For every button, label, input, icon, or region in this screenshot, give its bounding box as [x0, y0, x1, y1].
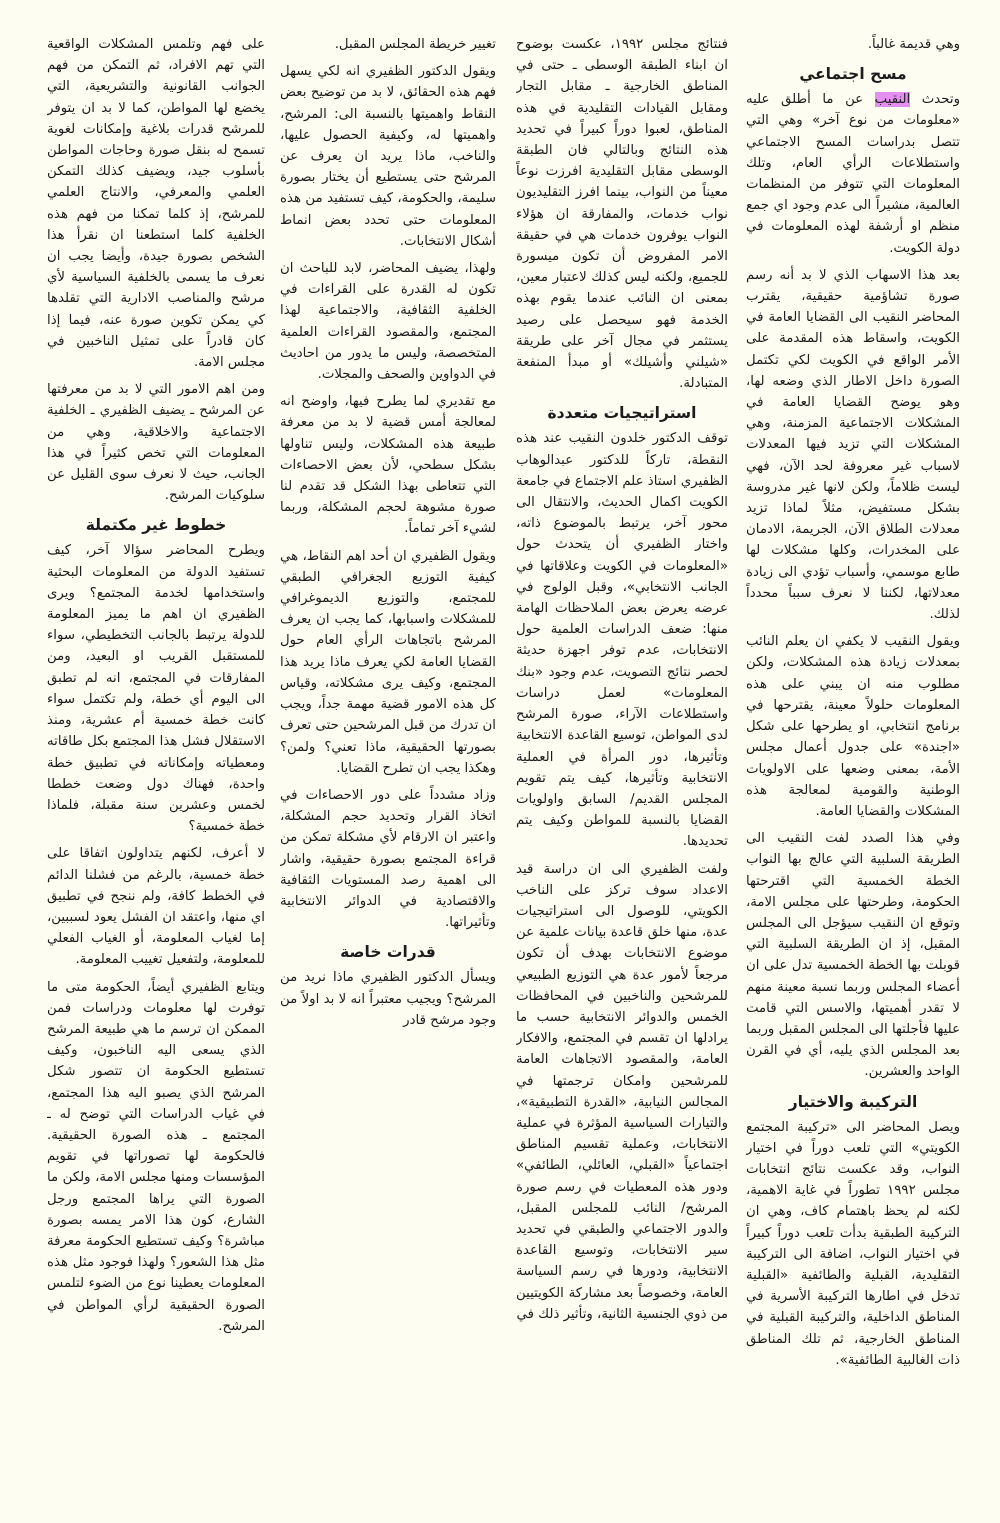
- paragraph: ويقول الدكتور الظفيري انه لكي يسهل فهم هذه الحقائق، لا بد من توضيح بعض النقاط واهميتها بالنسبة الى: المرشح، واهميتها له، وكيفية الحصول عليها، والناخب، ماذا يريد ان يعرف عن المرشح حتى يستطيع أن يختار بصورة سليمة، والحكومة، كيف تستفيد من هذه المعلومات حتى تحدد بعض انماط أشكال الانتخابات.: [280, 64, 496, 249]
- section-heading: استراتيجيات متعددة: [547, 404, 697, 423]
- paragraph: وزاد مشدداً على دور الاحصاءات في اتخاذ القرار وتحديد حجم المشكلة، واعتبر ان الارقام لأي مشكلة تمكن من قراءة المجتمع بصورة حقيقية، واشار الى اهمية رصد المستويات الثقافية والاقتصادية في الدوائر الانتخابية وتأثيراتها.: [280, 787, 496, 931]
- section-heading: قدرات خاصة: [340, 943, 436, 962]
- paragraph: وهي قديمة غالباً.: [867, 37, 960, 52]
- paragraph: وفي هذا الصدد لفت النقيب الى الطريقة السلبية التي عالج بها النواب الخطة الخمسية التي اقترحتها الحكومة، وطرحتها على مجلس الامة، وتوقع ان النقيب سيؤجل الى المجلس المقبل، إذ ان الطريقة السلبية التي قوبلت بها الخطة الخمسية تدل على ان أعضاء المجلس وربما نسبة معينة منهم لا تقدر أهميتها، والاسس التي قامت عليها فأجلتها الى المجلس المقبل وربما بعد المجلس الذي يليه، أي في القرن الواحد والعشرين.: [746, 831, 960, 1080]
- paragraph: ومن اهم الامور التي لا بد من معرفتها عن المرشح ـ يضيف الظفيري ـ الخلفية الاجتماعية والاخلاقية، وهي من المعلومات التي تخص كثيراً في هذا الجانب، حيث لا نعرف سوى القليل عن سلوكيات المرشح.: [47, 382, 265, 504]
- section-heading: خطوط غير مكتملة: [85, 516, 227, 535]
- article-column-1: [746, 34, 960, 1514]
- paragraph: مع تقديري لما يطرح فيها، واوضح انه لمعالجة أمس قضية لا بد من معرفة طبيعة هذه المشكلات، وليس تناولها بشكل سطحي، لأن بعض الاحصاءات التي تتعاطى بهذا الشكل قد تقدم لنا صورة مشوهة لحجم المشكلة، وربما لشيء آخر تماماً.: [280, 394, 496, 537]
- paragraph: ويسأل الدكتور الظفيري ماذا نريد من المرشح؟ ويجيب معتبراً انه لا بد اولاً من وجود مرشح قادر: [280, 970, 496, 1028]
- paragraph: فنتائج مجلس ١٩٩٢، عكست بوضوح ان ابناء الطبقة الوسطى ـ حتى في المناطق الخارجية ـ مقابل التجار ومقابل القيادات التقليدية في هذه المناطق، لعبوا دوراً كبيراً في تحديد هذه النتائج وبالتالي فان الطبقة الوسطى مقابل التقليدية افرزت نوعاً معيناً من النواب، بينما افرز التقليديون نواب خدمات، والمفارقة ان هؤلاء النواب يوفرون خدمات هي في حقيقة الامر المفروض أن تكون ميسورة للجميع، ولكنه ليس كذلك لاعتبار معين، بمعنى ان النائب عندما يقوم بهذه الخدمة فهو سيحصل على رصيد يستثمر في مجال آخر على طريقة «شيلني وأشيلك» أو مبدأ المنفعة المتبادلة.: [516, 37, 728, 392]
- paragraph: ويقول النقيب لا يكفي ان يعلم النائب بمعدلات زيادة هذه المشكلات، ولكن مطلوب منه ان يبني على هذه المعلومات حلولاً معينة، يقترحها في برنامج انتخابي، او يطرحها على شكل «اجندة» على جدول أعمال مجلس الأمة، بمعنى وضعها على الاولويات الوطنية والقومية لمعالجة هذه المشكلات والقضايا العامة.: [746, 634, 960, 819]
- paragraph: ويصل المحاضر الى «تركيبة المجتمع الكويتي» التي تلعب دوراً في اختيار النواب، وقد عكست نتائج انتخابات مجلس ١٩٩٢ تطوراً في غاية الاهمية، لكنه لم يحظ باهتمام كاف، وهي ان التركيبة الطبقية بدأت تلعب دوراً كبيراً في اختيار النواب، اضافة الى التركيبة التقليدية، القبلية والطائفية «القبلية تدخل في اطارها التركيبة الأسرية في المناطق الداخلية، والتركيبة القبلية في المناطق الخارجية، ثم تلك المناطق ذات الغالبية الطائفية».: [746, 1119, 960, 1368]
- paragraph: لا أعرف، لكنهم يتداولون اتفاقا على خطة خمسية، بالرغم من فشلنا الدائم في الخطط كافة، ولم ننجح في تطبيق اي منها، واعتقد ان الفشل يعود لسببين، إما لغياب المعلومة، أو الغياب الفعلي للمعلومة، ولتفعيل تغييب المعلومة.: [47, 846, 265, 968]
- article-column-2: [516, 34, 728, 1514]
- paragraph: [746, 89, 960, 259]
- paragraph: ويقول الظفيري ان أحد اهم النقاط، هي كيفية التوزيع الجغرافي الطبقي للمجتمع، والتوزيع الديموغرافي للمشكلات واسبابها، كما يجب ان يعرف المرشح باتجاهات الرأي العام حول القضايا العامة لكي يعرف ماذا يريد هذا المجتمع، وكيف يرى مشكلاته، وقياس كل هذه الامور قضية مهمة جداً، ويجب ان تدرك من قبل المرشحين حتى تعرف بصورتها الحقيقية، ماذا تعني؟ ولمن؟ وهكذا يجب ان تطرح القضايا.: [280, 548, 496, 776]
- article-column-4: [47, 34, 265, 1514]
- highlighted-word: النقيب: [874, 92, 911, 108]
- paragraph: ويتابع الظفيري أيضاً، الحكومة متى ما توفرت لها معلومات ودراسات فمن الممكن ان ترسم ما هي طبيعة المرشح الذي يسعى اليه الناخبون، وكيف تستطيع الحكومة ان تتصور شكل المرشح الذي يصبو اليه هذا المجتمع، في غياب الدراسات التي توضح له ـ المجتمع ـ هذه الصورة الحقيقية. فالحكومة لها تصوراتها في تقويم المؤسسات ومنها مجلس الامة، ولكن ما الصورة التي يراها المجتمع ورجل الشارع، كون هذا الامر يمسه بصورة مباشرة؟ وكيف تستطيع الحكومة معرفة مثل هذا الشعور؟ ولهذا فوجود مثل هذه المعلومات يعطينا نوع من الضوء لتلمس الصورة الحقيقية لرأي المواطن في المرشح.: [47, 979, 265, 1334]
- section-heading: التركيبة والاختيار: [788, 1092, 918, 1111]
- paragraph: تغيير خريطة المجلس المقبل.: [334, 37, 496, 52]
- paragraph: بعد هذا الاسهاب الذي لا بد أنه رسم صورة تشاؤمية حقيقية، يقترب المحاضر النقيب الى القضايا العامة في الكويت، واسقاط هذه المقدمة على الأمر الواقع في الكويت لكي تكتمل الصورة داخل الاطار الذي وضعه لها، وهو يوضح القضايا العامة في المشكلات الاجتماعية المزمنة، وهي المشكلات التي تزيد فيها المعدلات لاسباب غير معروفة لحد الآن، فهي ليست ظلاماً، ولكن لانها غير مدروسة بشكل مستفيض، مثلاً لماذا تزيد معدلات الطلاق الآن، الجريمة، الادمان على المخدرات، وكلها مشكلات لها طابع موسمي، وأسباب تؤدي الى زيادة معدلاتها، لكننا لا نعرف سبباً محدداً لذلك.: [746, 267, 960, 623]
- section-heading: مسح اجتماعي: [799, 65, 907, 84]
- paragraph: ولفت الظفيري الى ان دراسة قيد الاعداد سوف تركز على الناخب الكويتي، للوصول الى استراتيجيات عدة، منها خلق قاعدة بيانات علمية عن موضوع الانتخابات بهدف أن تكون مرجعاً لأمور عدة هي التوزيع الطبيعي للمرشحين والناخبين في المحافظات الخمس والدوائر الانتخابية حسب ما يرادلها ان تقسم في المجتمع، والافكار العامة، والمقصود الاتجاهات العامة للمرشحين وامكان ترجمتها في المجالس النيابية، «القدرة التطبيقية»، والتيارات السياسية المؤثرة في عملية الانتخابات، وعملية تقسيم المناطق اجتماعياً «القبلي، العائلي، الطائفي» ودور هذه المعطيات في رسم صورة المرشح/ النائب للمجلس المقبل، والدور الاجتماعي والطبقي في تحديد سير الانتخابات، وتوسيع القاعدة الانتخابية، ودورها في رسم السياسة العامة، وخصوصاً بعد مشاركة الكويتيين من ذوي الجنسية الثانية، وتأثير ذلك في: [516, 861, 728, 1322]
- article-column-3: [280, 34, 496, 1514]
- paragraph: ويطرح المحاضر سؤالا آخر، كيف تستفيد الدولة من المعلومات البحثية واستخدامها لخدمة المجتمع؟ ويرى الظفيري ان اهم ما يميز المعلومة للدولة يرتبط بالجانب التخطيطي، سواء للمستقبل القريب او البعيد، ومن المفارقات في المجتمع، انه لم تطبق الى اليوم أي خطة، ولم تكتمل سواء كانت خطة خمسية أم عشرية، ومنذ الاستقلال فشل هذا المجتمع بكل طاقاته ومعطياته وإمكاناته في تطبيق خطة واحدة، فهناك دول وضعت خططا لخمس وعشرين سنة مقبلة، فلماذا خطة خمسية؟: [47, 543, 265, 835]
- paragraph-text: وتحدث: [910, 92, 960, 108]
- paragraph: توقف الدكتور خلدون النقيب عند هذه النقطة، تاركاً للدكتور عبدالوهاب الظفيري استاذ علم الاجتماع في جامعة الكويت اكمال الحديث، والانتقال الى محور آخر، يرتبط بالموضوع ذاته، واختار الظفيري أن يتحدث حول «المعلومات في الكويت وعلاقاتها في الجانب الانتخابي»، وقبل الولوج في عرضه يعرض بعض الملاحظات الهامة منها: ضعف الدراسات العلمية حول الانتخابات، عدم توفر اجهزة حديثة لحصر نتائج التصويت، عدم وجود «بنك المعلومات» لعمل دراسات واستطلاعات الآراء، صورة المرشح لدى المواطن، توسيع القاعدة الانتخابية وتأثيرها، دور المرأة في العملية الانتخابية وتأثيرها، كيف يتم تقويم المجلس القديم/ السابق واولويات القضايا بالنسبة للمواطن وكيف يتم تحديدها.: [516, 431, 728, 850]
- paragraph: ولهذا، يضيف المحاضر، لابد للباحث ان تكون له القدرة على القراءات في الخلفية الثقافية، والاجتماعية لهذا المجتمع، والمقصود القراءات العلمية المتخصصة، وليس ما يدور من احاديث في الدواوين والصحف والمجلات.: [280, 261, 496, 383]
- paragraph: على فهم وتلمس المشكلات الواقعية التي تهم الافراد، ثم التمكن من فهم الجوانب القانونية والتشريعية، التي يخضع لها المواطن، كما لا بد ان يتوفر للمرشح قدرات بلاغية وإمكانات لغوية تسمح له بنقل صورة وحاجات المواطن بأسلوب جيد، ويضيف كذلك التمكن العلمي والمعرفي، والانتاج العلمي للمرشح، إذ كلما تمكنا من فهم هذه الخلفية كلما استطعنا ان نقرأ هذا الشخص بصورة جيدة، وأيضا يجب ان نعرف ما يسمى بالخلفية السياسية لأي مرشح والمناصب الادارية التي تقلدها كي يمكن تكوين صورة عنه، فيما إذا كان قادراً على تمثيل الناخبين في مجلس الامة.: [47, 37, 265, 371]
- paragraph-text: عن ما أطلق عليه «معلومات من نوع آخر» وهي التي تتصل بدراسات المسح الاجتماعي واستطلاعات الرأي العام، وتلك المعلومات التي تتوفر من المنظمات العالمية، مشيراً الى عدم وجود اي جمع منظم او أرشفة لهذه المعلومات في دولة الكويت.: [746, 92, 960, 256]
